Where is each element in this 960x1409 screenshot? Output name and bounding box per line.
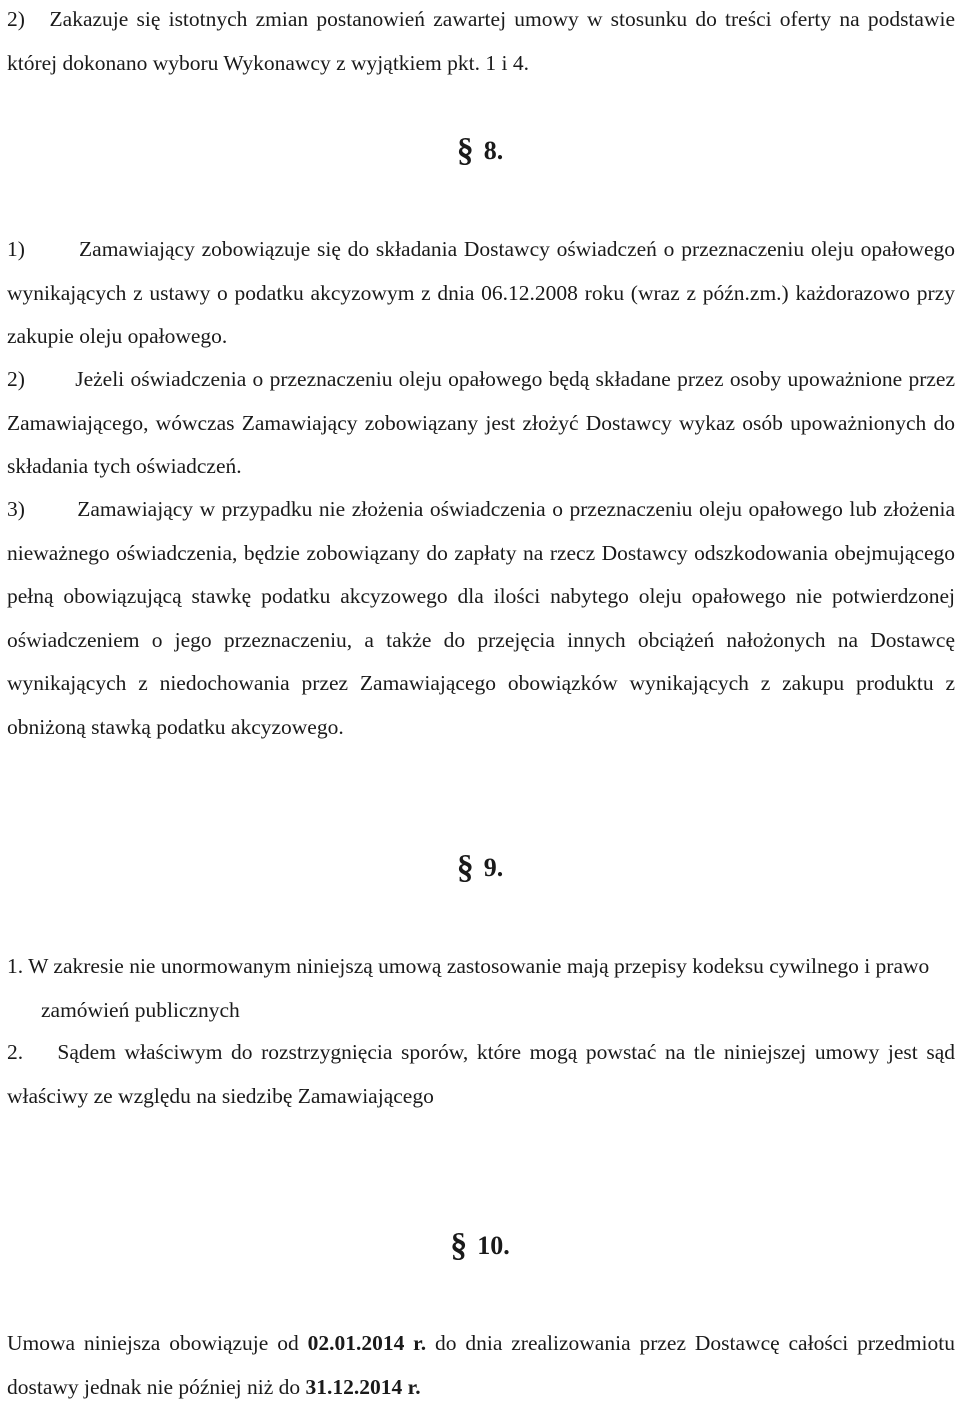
item-text: Zamawiający zobowiązuje się do składania Dostawcy oświadczeń o przeznaczeniu oleju opałowego wynikających z ustawy o podatku akcyzowym z dnia 06.12.2008 roku (wraz z późn.zm.) każdorazowo przy zakupie oleju opałowego. [7, 237, 955, 348]
item-text: Sądem właściwym do rozstrzygnięcia sporów, które mogą powstać na tle niniejszej umowy jest sąd właściwy ze względu na siedzibę Zamawiającego [7, 1040, 955, 1108]
item-text: Zamawiający w przypadku nie złożenia oświadczenia o przeznaczeniu oleju opałowego lub złożenia nieważnego oświadczenia, będzie zobowiązany do zapłaty na rzecz Dostawcy odszkodowania obejmującego pełną obowiązującą stawkę podatku akcyzowego dla ilości nabytego oleju opałowego nie potwierdzonej oświadczeniem o jego przeznaczeniu, a także do przejęcia innych obciążeń nałożonych na Dostawcę wynikających z niedochowania przez Zamawiającego obowiązków wynikających z zakupu produktu z obniżoną stawką podatku akcyzowego. [7, 497, 956, 739]
date-to: 31.12.2014 r. [305, 1374, 421, 1399]
item-number: 2) [7, 7, 25, 31]
section-sign: § [456, 849, 474, 886]
section9-heading [0, 848, 960, 888]
item-number: 1. [7, 954, 24, 978]
section-number: 9. [483, 853, 504, 882]
section9-item1 [7, 945, 941, 1032]
section7-item2 [7, 0, 955, 85]
item-number: 1) [7, 237, 25, 261]
section8-item1 [7, 228, 955, 359]
section-number: 10. [477, 1231, 510, 1260]
section10-paragraph [7, 1322, 955, 1409]
date-from: 02.01.2014 r. [307, 1331, 427, 1355]
item-number: 2) [7, 367, 25, 391]
paragraph-text-middle: do dnia zrealizowania przez Dostawcę całości przedmiotu dostawy jednak nie później niż do [7, 1331, 955, 1399]
section8-heading [0, 131, 960, 171]
item-text: W zakresie nie unormowanym niniejszą umową zastosowanie mają przepisy kodeksu cywilnego i prawo zamówień publicznych [28, 954, 930, 1022]
section10-heading [0, 1226, 960, 1266]
section9-item2 [7, 1031, 955, 1118]
section8-item2 [7, 358, 955, 489]
section8-item3 [7, 488, 955, 749]
section-number: 8. [483, 136, 504, 165]
item-number: 3) [7, 497, 25, 521]
item-number: 2. [7, 1040, 24, 1064]
item-text: Zakazuje się istotnych zmian postanowień zawartej umowy w stosunku do treści oferty na podstawie której dokonano wyboru Wykonawcy z wyjątkiem pkt. 1 i 4. [7, 7, 955, 75]
item-text: Jeżeli oświadczenia o przeznaczeniu oleju opałowego będą składane przez osoby upoważnione przez Zamawiającego, wówczas Zamawiający zobowiązany jest złożyć Dostawcy wykaz osób upoważnionych do składania tych oświadczeń. [7, 367, 955, 478]
section-sign: § [456, 132, 474, 169]
section-sign: § [450, 1227, 468, 1264]
paragraph-text-start: Umowa niniejsza obowiązuje od [7, 1331, 308, 1355]
